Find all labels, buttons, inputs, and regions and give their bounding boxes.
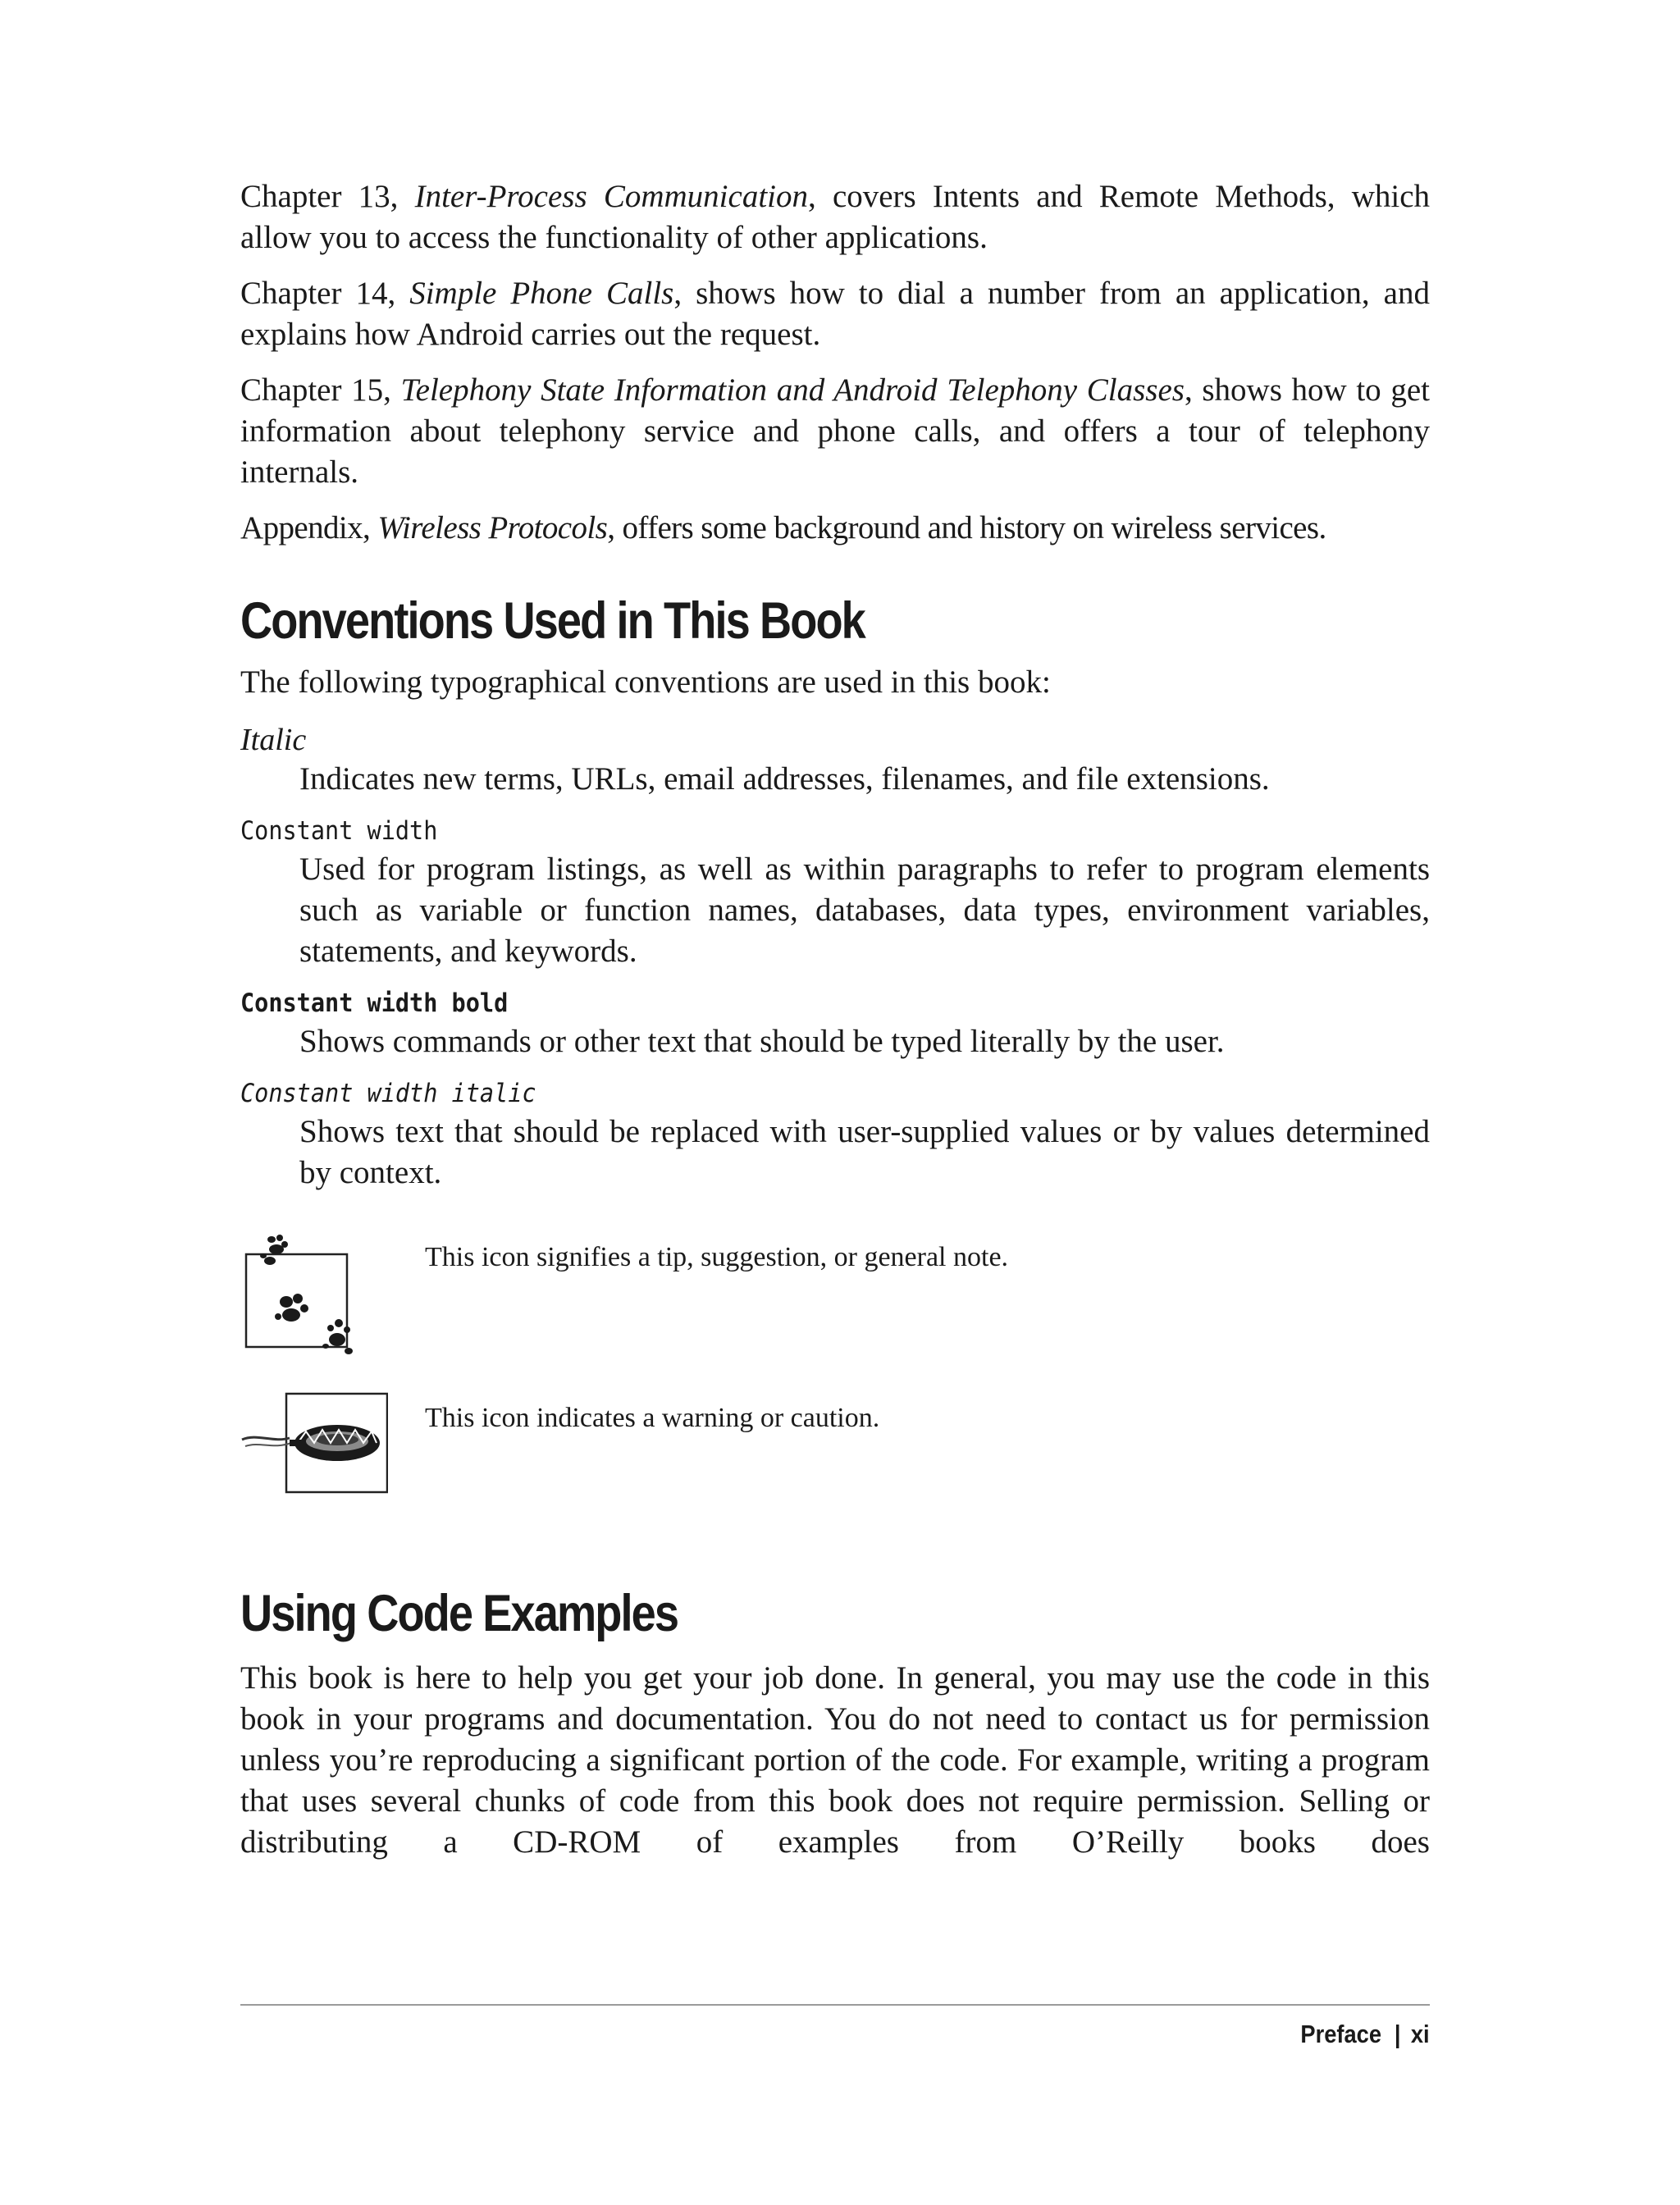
chapter-13-description xyxy=(240,176,1430,258)
appendix-suffix: , offers some background and history on wireless services. xyxy=(607,510,1326,546)
appendix-description xyxy=(240,508,1430,549)
convention-desc-constant-width-italic: Shows text that should be replaced with user-supplied values or by values determined by context. xyxy=(299,1114,1430,1190)
tip-text: This icon signifies a tip, suggestion, or general note. xyxy=(425,1242,1009,1272)
convention-desc-constant-width: Used for program listings, as well as within paragraphs to refer to program elements such as variable or function names, databases, data types, environment variables, statements, and keywords. xyxy=(299,851,1430,969)
chapter-15-title: Telephony State Information and Android Telephony Classes xyxy=(400,372,1185,408)
animal-tracks-tip-icon xyxy=(240,1231,380,1375)
conventions-list xyxy=(240,721,1430,1194)
convention-term-constant-width: Constant width xyxy=(240,816,438,846)
tip-callout xyxy=(240,1231,1430,1377)
convention-desc-constant-width-bold: Shows commands or other text that should be typed literally by the user. xyxy=(299,1024,1225,1059)
convention-term-constant-width-italic: Constant width italic xyxy=(240,1079,536,1108)
appendix-title: Wireless Protocols xyxy=(377,510,608,546)
chapter-15-suffix: , shows how to get information about telephony service and phone calls, and offers a tour of telephony internals. xyxy=(240,372,1430,490)
chapter-13-prefix: Chapter 13, xyxy=(240,179,415,214)
chapter-14-suffix: , shows how to dial a number from an application, and explains how Android carries out the request. xyxy=(240,276,1430,352)
chapter-14-prefix: Chapter 14, xyxy=(240,276,410,311)
running-footer xyxy=(1301,2018,1430,2051)
chapter-14-title: Simple Phone Calls xyxy=(409,276,674,311)
footer-separator: | xyxy=(1395,2020,1401,2048)
appendix-prefix: Appendix, xyxy=(240,510,378,546)
convention-desc-italic: Indicates new terms, URLs, email addresses, filenames, and file extensions. xyxy=(299,761,1270,797)
chapter-14-description xyxy=(240,273,1430,355)
conventions-heading: Conventions Used in This Book xyxy=(240,592,865,650)
page-number: xi xyxy=(1411,2020,1430,2048)
chapter-13-suffix: , covers Intents and Remote Methods, which allow you to access the functionality of other applications. xyxy=(240,179,1430,255)
page-content xyxy=(240,176,1430,1863)
chapter-15-prefix: Chapter 15, xyxy=(240,372,401,408)
chapter-13-title: Inter-Process Communication xyxy=(414,179,808,214)
convention-term-constant-width-bold: Constant width bold xyxy=(240,988,509,1018)
chapter-15-description xyxy=(240,370,1430,493)
warning-callout xyxy=(240,1392,1430,1507)
convention-term-italic: Italic xyxy=(240,723,307,757)
conventions-intro: The following typographical conventions are used in this book: xyxy=(240,664,1051,700)
footer-section: Preface xyxy=(1300,2020,1382,2048)
bear-trap-warning-icon xyxy=(240,1392,388,1503)
footer-rule xyxy=(240,2004,1430,2006)
warning-text: This icon indicates a warning or caution. xyxy=(425,1403,880,1433)
code-examples-heading: Using Code Examples xyxy=(240,1585,678,1642)
code-examples-paragraph: This book is here to help you get your job done. In general, you may use the code in this book in your programs and documentation. You do not need to contact us for permission unless you’re reproducing a significant portion of the code. For example, writing a program that uses several chunks of code from this book does not require permission. Selling or distributing a CD-ROM of examples from O’Reilly books does xyxy=(240,1660,1430,1860)
